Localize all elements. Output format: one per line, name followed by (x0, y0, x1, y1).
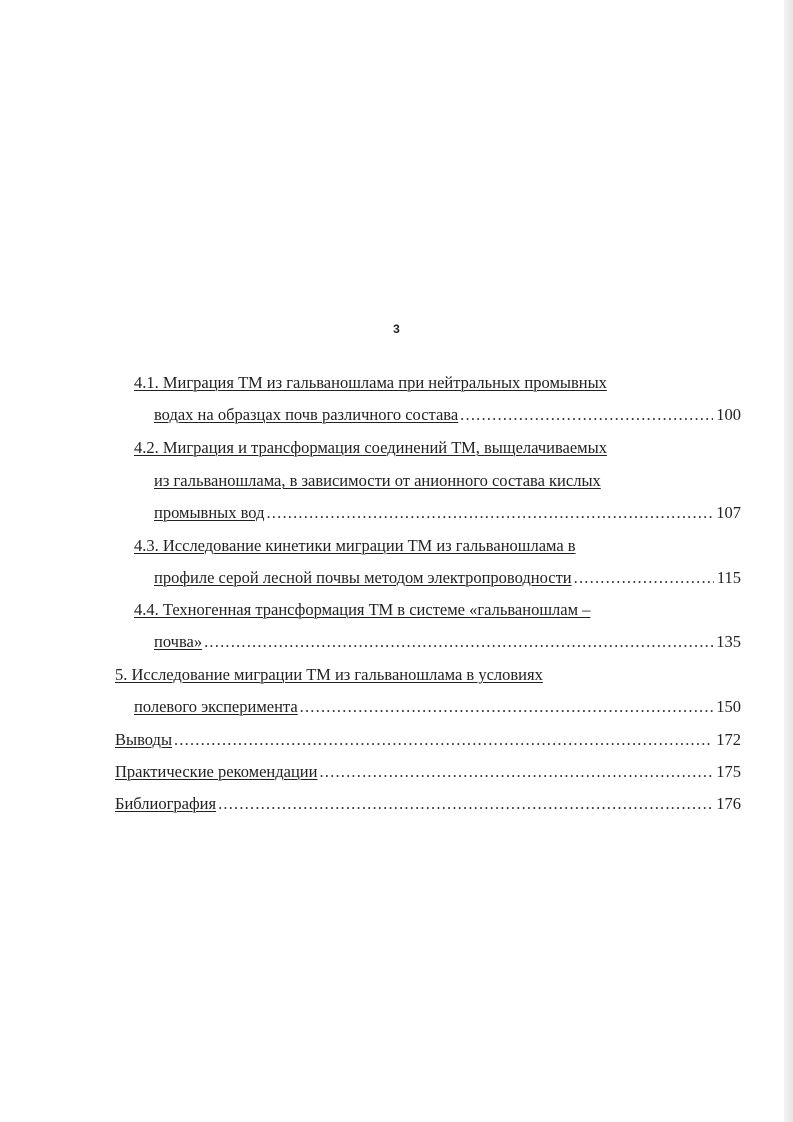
toc-entry-4-4-line-1[interactable]: 4.4. Техногенная трансформация ТМ в системе «гальваношлам – (134, 600, 591, 619)
toc-entry-text: Выводы (115, 730, 173, 749)
toc-entry-bibliography[interactable] (115, 793, 741, 815)
toc-entry-4-2-line-3[interactable] (154, 502, 741, 524)
toc-page-number: 100 (716, 405, 741, 424)
toc-entry-conclusions[interactable] (115, 729, 741, 751)
dot-leader (460, 404, 713, 426)
toc-entry-4-4-line-2[interactable] (154, 631, 741, 653)
toc-entry-text: полевого эксперимента (134, 697, 298, 716)
dot-leader (204, 631, 713, 653)
toc-entry-text: Библиография (115, 794, 217, 813)
toc-entry-4-2-line-2[interactable]: из гальваношлама, в зависимости от анионного состава кислых (154, 471, 601, 490)
toc-entry-text: профиле серой лесной почвы методом электропроводности (154, 568, 572, 587)
dot-leader (319, 761, 713, 783)
toc-page-number: 115 (716, 568, 741, 587)
toc-page-number: 172 (716, 730, 741, 749)
toc-page-number: 107 (716, 503, 741, 522)
toc-entry-recommendations[interactable] (115, 761, 741, 783)
toc-entry-text: водах на образцах почв различного состава (154, 405, 459, 424)
toc-entry-5-line-2[interactable] (134, 696, 741, 718)
dot-leader (218, 793, 713, 815)
toc-entry-4-1-line-2[interactable] (154, 404, 741, 426)
toc-entry-5-line-1[interactable]: 5. Исследование миграции ТМ из гальваношлама в условиях (115, 665, 543, 684)
toc-entry-4-3-line-1[interactable]: 4.3. Исследование кинетики миграции ТМ из гальваношлама в (134, 536, 576, 555)
toc-page-number: 150 (716, 697, 741, 716)
toc-entry-text: почва» (154, 632, 203, 651)
toc-entry-4-2-line-1[interactable]: 4.2. Миграция и трансформация соединений ТМ, выщелачиваемых (134, 438, 607, 457)
toc-entry-4-1-line-1[interactable]: 4.1. Миграция ТМ из гальваношлама при нейтральных промывных (134, 373, 607, 392)
toc-page-number: 176 (716, 794, 741, 813)
toc-entry-text: промывных вод (154, 503, 265, 522)
toc-page-number: 175 (716, 762, 741, 781)
toc-entry-4-3-line-2[interactable] (154, 567, 741, 589)
scan-edge (784, 0, 793, 1122)
dot-leader (300, 696, 714, 718)
toc-page-number: 135 (716, 632, 741, 651)
page-number: 3 (393, 322, 400, 336)
dot-leader (266, 502, 713, 524)
dot-leader (174, 729, 713, 751)
dot-leader (574, 567, 714, 589)
toc-entry-text: Практические рекомендации (115, 762, 318, 781)
